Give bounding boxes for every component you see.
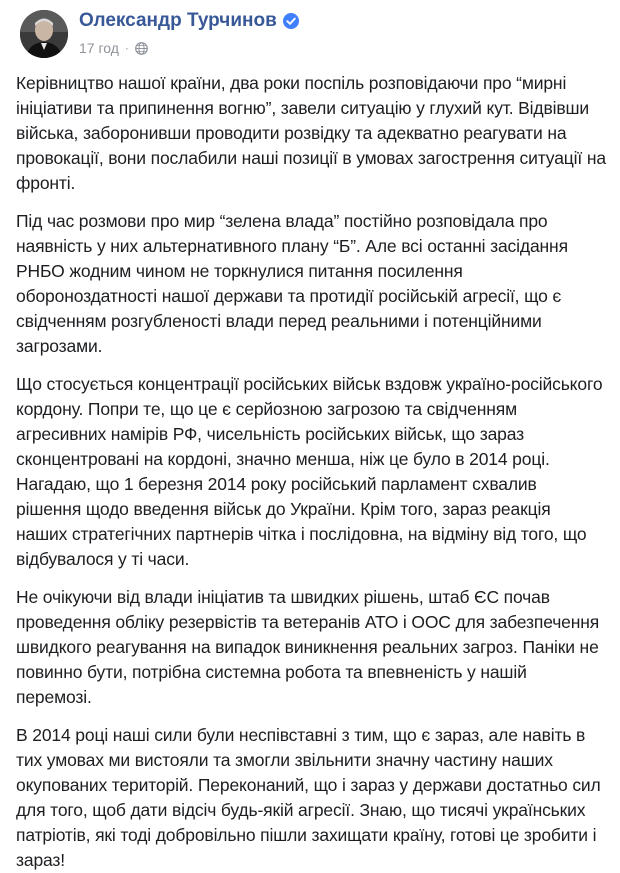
avatar-portrait-icon [20,10,68,58]
post-paragraph: Під час розмови про мир “зелена влада” постійно розповідала про наявність у них альтернативного плану “Б”. Але всі останні засідання РНБО жодним чином не торкнулися питання посилення обороноздатності нашої держави та протидії російській агресії, що є свідченням розгубленості влади перед реальними і потенційними загрозами. [16,211,568,356]
post-timestamp-link[interactable]: 17 год [79,40,119,56]
post-meta [79,40,148,56]
meta-separator: · [124,41,129,55]
post-body [10,70,612,873]
post-header [10,0,612,70]
globe-icon[interactable] [135,42,148,55]
post-paragraph: Керівництво нашої країни, два роки поспіль розповідаючи про “мирні ініціативи та припинення вогню”, завели ситуацію у глухий кут. Відвівши війська, заборонивши проводити розвідку та адекватно реагувати на провокації, вони послабили наші позиції в умовах загострення ситуації на фронті. [16,73,606,193]
post-paragraph: Що стосується концентрації російських військ вздовж україно-російського кордону. Попри те, що це є серйозною загрозою та свідченням агресивних намірів РФ, чисельність російських військ, що зараз сконцентровані на кордоні, значно менша, ніж це було в 2014 році. Нагадаю, що 1 березня 2014 року російський парламент схвалив рішення щодо введення військ до України. Крім того, зараз реакція наших стратегічних партнерів чітка і послідовна, на відміну від того, що відбувалося у ті часи. [16,374,603,569]
author-line [79,9,299,33]
post-paragraph: Не очікуючи від влади ініціатив та швидких рішень, штаб ЄС почав проведення обліку резервістів та ветеранів АТО і ООС для забезпечення швидкого реагування на випадок виникнення реальних загроз. Паніки не повинно бути, потрібна системна робота та впевненість у нашій перемозі. [16,587,600,707]
author-avatar[interactable] [20,10,68,58]
post-paragraph: В 2014 році наші сили були неспівставні з тим, що є зараз, але навіть в тих умовах ми вистояли та змогли звільнити значну частину наших окупованих територій. Переконаний, що і зараз у держави достатньо сил для того, щоб дати відсіч будь-якій агресії. Знаю, що тисячі українських патріотів, які тоді добровільно пішли захищати країну, готові це зробити і зараз! [16,725,601,870]
author-name-link[interactable]: Олександр Турчинов [79,10,277,31]
verified-badge-icon [283,13,299,29]
